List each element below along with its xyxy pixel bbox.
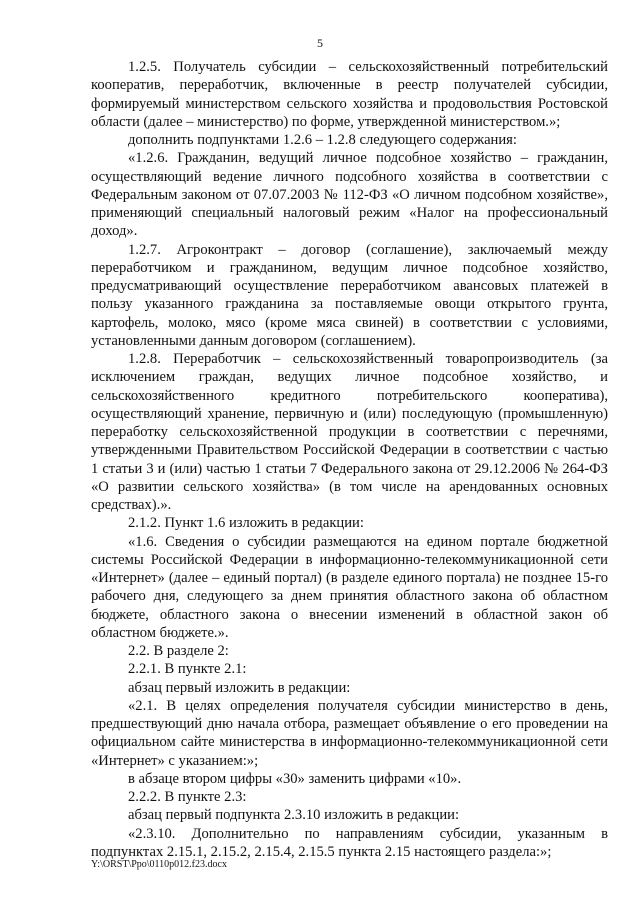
paragraph: 1.2.5. Получатель субсидии – сельскохозяйственный потребительский кооператив, переработчик, включенные в реестр получателей субсидии, формируемый министерством сельского хозяйства и продовольствия Ростовской области (далее – министерство) по форме, утвержденной министерством.»; bbox=[91, 59, 608, 130]
paragraph: «2.1. В целях определения получателя субсидии министерство в день, предшествующий дню начала отбора, размещает объявление о его проведении на официальном сайте министерства в информационно-телекоммуникационной сети «Интернет» с указанием:»; bbox=[91, 697, 608, 769]
paragraph: «1.2.6. Гражданин, ведущий личное подсобное хозяйство – гражданин, осуществляющий ведение личного подсобного хозяйства в соответствии с Федеральным законом от 07.07.2003 № 112-ФЗ «О личном подсобном хозяйстве», применяющий специальный налоговый режим «Налог на профессиональный доход». bbox=[91, 150, 608, 240]
paragraph: 2.2.2. В пункте 2.3: bbox=[128, 789, 247, 805]
paragraph: 1.2.7. Агроконтракт – договор (соглашение), заключаемый между переработчиком и гражданином, ведущим личное подсобное хозяйство, предусматривающий осуществление переработчиком авансовых платежей в пользу указанного гражданина за поставляемые овощи открытого грунта, картофель, молоко, мясо (кроме мяса свиней) в соответствии с условиями, установленными данным договором (соглашением). bbox=[91, 241, 608, 349]
paragraph: 2.2. В разделе 2: bbox=[128, 643, 229, 659]
paragraph: абзац первый подпункта 2.3.10 изложить в редакции: bbox=[128, 807, 460, 824]
paragraph: 2.2.1. В пункте 2.1: bbox=[128, 661, 247, 678]
page-number: 5 bbox=[317, 36, 323, 50]
paragraph: дополнить подпунктами 1.2.6 – 1.2.8 следующего содержания: bbox=[128, 132, 517, 148]
paragraph: «2.3.10. Дополнительно по направлениям субсидии, указанным в подпунктах 2.15.1, 2.15.2, 2.15.4, 2.15.5 пункта 2.15 настоящего раздела:»; bbox=[91, 825, 608, 860]
paragraph: «1.6. Сведения о субсидии размещаются на едином портале бюджетной системы Российской Федерации в информационно-телекоммуникационной сети «Интернет» (далее – единый портал) (в разделе единого портала) не позднее 15-го рабочего дня, следующего за днем принятия областного закона об областном бюджете, областного закона о внесении изменений в областной закон об областном бюджете.». bbox=[91, 533, 608, 641]
paragraph: абзац первый изложить в редакции: bbox=[128, 679, 351, 696]
file-path-footer: Y:\ORST\Ppo\0110p012.f23.docx bbox=[91, 859, 227, 870]
paragraph: 2.1.2. Пункт 1.6 изложить в редакции: bbox=[128, 515, 364, 532]
paragraph: 1.2.8. Переработчик – сельскохозяйственный товаропроизводитель (за исключением граждан, ведущих личное подсобное хозяйство, и сельскохозяйственного кредитного потребительского кооператива), осуществляющий хранение, первичную и (или) последующую (промышленную) переработку сельскохозяйственной продукции в соответствии с перечнями, утвержденными Правительством Российской Федерации в соответствии с частью 1 статьи 3 и (или) частью 1 статьи 7 Федерального закона от 29.12.2006 № 264-ФЗ «О развитии сельского хозяйства» (в том числе на арендованных основных средствах).». bbox=[91, 351, 608, 513]
paragraph: в абзаце втором цифры «30» заменить цифрами «10». bbox=[128, 770, 462, 787]
document-body bbox=[91, 58, 608, 861]
